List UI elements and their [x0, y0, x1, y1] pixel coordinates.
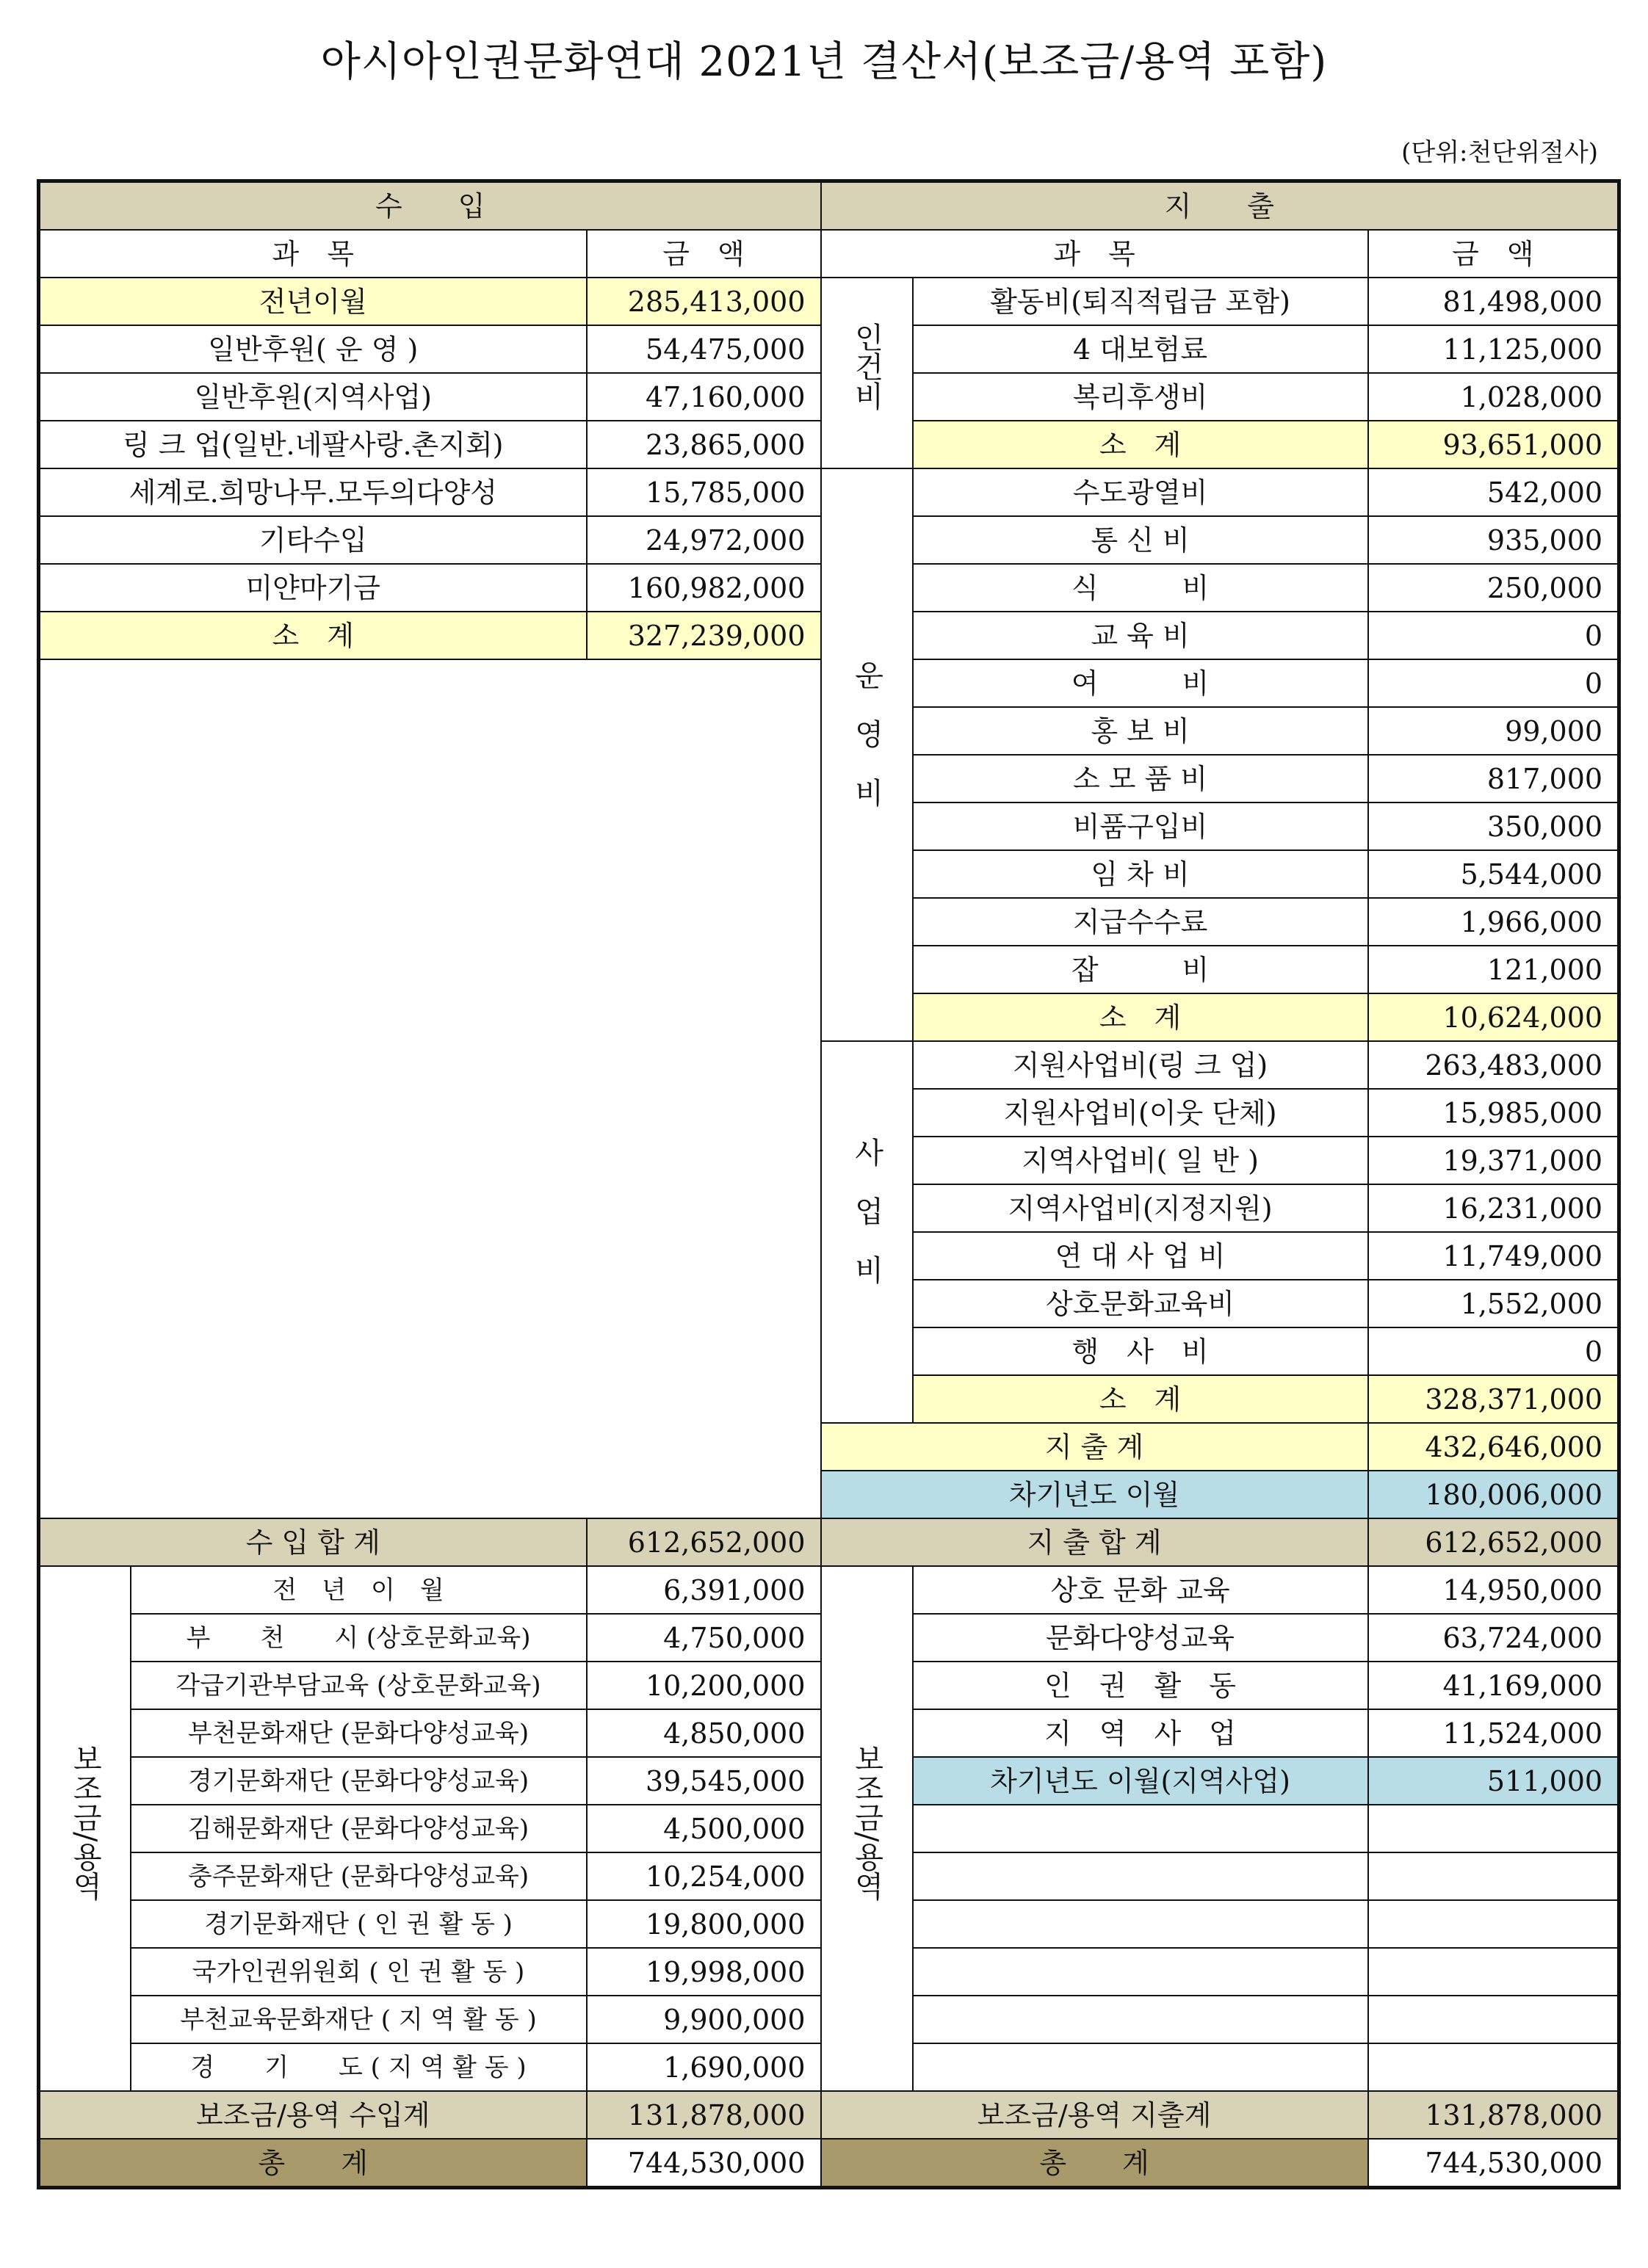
- empty-cell: [913, 1805, 1368, 1852]
- empty-cell: [1368, 1900, 1619, 1948]
- subsidy-income-label: 김해문화재단 (문화다양성교육): [131, 1805, 587, 1852]
- income-subject-header: 과 목: [39, 230, 587, 278]
- expense-label: 잡 비: [913, 946, 1368, 993]
- income-amount: 47,160,000: [587, 373, 821, 421]
- grand-total-expense-amount: 744,530,000: [1368, 2139, 1619, 2188]
- expense-amount: 16,231,000: [1368, 1184, 1619, 1232]
- income-sum-amount: 612,652,000: [587, 1518, 821, 1566]
- expense-amount: 350,000: [1368, 803, 1619, 850]
- subsidy-income-label: 전 년 이 월: [131, 1566, 587, 1614]
- expense-label: 연 대 사 업 비: [913, 1232, 1368, 1280]
- category-label: 인건비: [850, 322, 884, 410]
- subsidy-income-amount: 4,750,000: [587, 1614, 821, 1662]
- income-label: 링 크 업(일반.네팔사랑.촌지회): [39, 421, 587, 468]
- income-subtotal-label: 소 계: [39, 612, 587, 659]
- income-header: 수 입: [39, 181, 821, 231]
- category-label: 운영비: [850, 660, 884, 836]
- expense-label: 교 육 비: [913, 612, 1368, 659]
- expense-amount: 11,749,000: [1368, 1232, 1619, 1280]
- expense-label: 활동비(퇴직적립금 포함): [913, 278, 1368, 325]
- subsidy-expense-label: 문화다양성교육: [913, 1614, 1368, 1662]
- empty-cell: [913, 1852, 1368, 1900]
- subsidy-income-label: 부 천 시 (상호문화교육): [131, 1614, 587, 1662]
- expense-label: 4 대보험료: [913, 325, 1368, 373]
- expense-sum-amount: 612,652,000: [1368, 1518, 1619, 1566]
- subsidy-carry-over-label: 차기년도 이월(지역사업): [913, 1757, 1368, 1805]
- income-amount: 160,982,000: [587, 564, 821, 612]
- expense-total-amount: 432,646,000: [1368, 1423, 1619, 1471]
- subsidy-income-label: 경 기 도 ( 지 역 활 동 ): [131, 2043, 587, 2091]
- grand-total-expense-label: 총 계: [821, 2139, 1368, 2188]
- expense-label: 지원사업비(링 크 업): [913, 1041, 1368, 1089]
- subsidy-income-total-label: 보조금/용역 수입계: [39, 2091, 587, 2139]
- category-subsidy-income: [39, 1566, 131, 2091]
- expense-amount: 817,000: [1368, 755, 1619, 803]
- subsidy-income-amount: 4,850,000: [587, 1709, 821, 1757]
- subsidy-income-amount: 19,998,000: [587, 1948, 821, 1996]
- subsidy-income-label: 국가인권위원회 ( 인 권 활 동 ): [131, 1948, 587, 1996]
- document-title: 아시아인권문화연대 2021년 결산서(보조금/용역 포함): [320, 38, 1328, 86]
- subsidy-income-amount: 10,254,000: [587, 1852, 821, 1900]
- income-label: 일반후원(지역사업): [39, 373, 587, 421]
- grand-total-income-label: 총 계: [39, 2139, 587, 2188]
- income-label: 세계로.희망나무.모두의다양성: [39, 468, 587, 516]
- category-subsidy-expense: [821, 1566, 913, 2091]
- empty-cell: [1368, 2043, 1619, 2091]
- subsidy-income-label: 부천문화재단 (문화다양성교육): [131, 1709, 587, 1757]
- income-sum-label: 수 입 합 계: [39, 1518, 587, 1566]
- income-amount: 23,865,000: [587, 421, 821, 468]
- income-amount: 54,475,000: [587, 325, 821, 373]
- expense-label: 행 사 비: [913, 1327, 1368, 1375]
- category-personnel: [821, 278, 913, 468]
- subsidy-income-amount: 6,391,000: [587, 1566, 821, 1614]
- expense-label: 지급수수료: [913, 898, 1368, 946]
- category-project: [821, 1041, 913, 1423]
- subsidy-expense-amount: 41,169,000: [1368, 1662, 1619, 1709]
- expense-amount: 0: [1368, 612, 1619, 659]
- expense-label: 상호문화교육비: [913, 1280, 1368, 1327]
- income-subtotal-amount: 327,239,000: [587, 612, 821, 659]
- carry-over-label: 차기년도 이월: [821, 1471, 1368, 1518]
- subsidy-expense-total-amount: 131,878,000: [1368, 2091, 1619, 2139]
- subsidy-income-label: 각급기관부담교육 (상호문화교육): [131, 1662, 587, 1709]
- empty-cell: [1368, 1805, 1619, 1852]
- subsidy-income-label: 충주문화재단 (문화다양성교육): [131, 1852, 587, 1900]
- expense-sum-label: 지 출 합 계: [821, 1518, 1368, 1566]
- income-label: 일반후원( 운 영 ): [39, 325, 587, 373]
- expense-label: 임 차 비: [913, 850, 1368, 898]
- expense-label: 통 신 비: [913, 516, 1368, 564]
- expense-subtotal-label: 소 계: [913, 421, 1368, 468]
- expense-amount: 5,544,000: [1368, 850, 1619, 898]
- expense-label: 복리후생비: [913, 373, 1368, 421]
- expense-label: 여 비: [913, 659, 1368, 707]
- expense-amount: 935,000: [1368, 516, 1619, 564]
- expense-amount: 121,000: [1368, 946, 1619, 993]
- expense-amount: 542,000: [1368, 468, 1619, 516]
- category-label: 사업비: [850, 1137, 884, 1314]
- empty-cell: [913, 1948, 1368, 1996]
- subsidy-income-total-amount: 131,878,000: [587, 2091, 821, 2139]
- expense-subtotal-amount: 93,651,000: [1368, 421, 1619, 468]
- income-label: 기타수입: [39, 516, 587, 564]
- empty-cell: [913, 1900, 1368, 1948]
- income-blank-area: [39, 659, 821, 1518]
- income-amount-header: 금 액: [587, 230, 821, 278]
- expense-subject-header: 과 목: [821, 230, 1368, 278]
- expense-label: 지역사업비(지정지원): [913, 1184, 1368, 1232]
- expense-label: 지원사업비(이웃 단체): [913, 1089, 1368, 1137]
- subsidy-income-label: 경기문화재단 ( 인 권 활 동 ): [131, 1900, 587, 1948]
- category-label: 보조금/용역: [850, 1743, 884, 1901]
- empty-cell: [913, 1996, 1368, 2043]
- subsidy-income-amount: 39,545,000: [587, 1757, 821, 1805]
- subsidy-income-amount: 9,900,000: [587, 1996, 821, 2043]
- empty-cell: [913, 2043, 1368, 2091]
- expense-amount: 1,028,000: [1368, 373, 1619, 421]
- category-label: 보조금/용역: [68, 1743, 102, 1901]
- expense-amount: 1,966,000: [1368, 898, 1619, 946]
- subsidy-income-amount: 4,500,000: [587, 1805, 821, 1852]
- income-amount: 285,413,000: [587, 278, 821, 325]
- carry-over-amount: 180,006,000: [1368, 1471, 1619, 1518]
- expense-amount: 15,985,000: [1368, 1089, 1619, 1137]
- subsidy-expense-label: 지 역 사 업: [913, 1709, 1368, 1757]
- expense-amount: 81,498,000: [1368, 278, 1619, 325]
- expense-subtotal-label: 소 계: [913, 993, 1368, 1041]
- expense-amount: 250,000: [1368, 564, 1619, 612]
- expense-amount: 1,552,000: [1368, 1280, 1619, 1327]
- expense-label: 식 비: [913, 564, 1368, 612]
- expense-label: 수도광열비: [913, 468, 1368, 516]
- expense-amount: 19,371,000: [1368, 1137, 1619, 1184]
- subsidy-expense-amount: 14,950,000: [1368, 1566, 1619, 1614]
- budget-table: [37, 179, 1621, 2189]
- expense-amount: 0: [1368, 659, 1619, 707]
- expense-subtotal-amount: 10,624,000: [1368, 993, 1619, 1041]
- expense-subtotal-amount: 328,371,000: [1368, 1375, 1619, 1423]
- income-amount: 15,785,000: [587, 468, 821, 516]
- unit-note: (단위:천단위절사): [1401, 138, 1598, 167]
- expense-label: 소 모 품 비: [913, 755, 1368, 803]
- expense-amount: 11,125,000: [1368, 325, 1619, 373]
- subsidy-carry-over-amount: 511,000: [1368, 1757, 1619, 1805]
- subsidy-expense-total-label: 보조금/용역 지출계: [821, 2091, 1368, 2139]
- empty-cell: [1368, 1852, 1619, 1900]
- expense-total-label: 지 출 계: [821, 1423, 1368, 1471]
- expense-amount: 99,000: [1368, 707, 1619, 755]
- subsidy-income-label: 경기문화재단 (문화다양성교육): [131, 1757, 587, 1805]
- subsidy-expense-amount: 11,524,000: [1368, 1709, 1619, 1757]
- subsidy-income-amount: 19,800,000: [587, 1900, 821, 1948]
- empty-cell: [1368, 1948, 1619, 1996]
- subsidy-income-amount: 1,690,000: [587, 2043, 821, 2091]
- subsidy-income-amount: 10,200,000: [587, 1662, 821, 1709]
- category-operation: [821, 468, 913, 1041]
- income-amount: 24,972,000: [587, 516, 821, 564]
- expense-label: 비품구입비: [913, 803, 1368, 850]
- expense-label: 홍 보 비: [913, 707, 1368, 755]
- expense-header: 지 출: [821, 181, 1619, 231]
- empty-cell: [1368, 1996, 1619, 2043]
- subsidy-income-label: 부천교육문화재단 ( 지 역 활 동 ): [131, 1996, 587, 2043]
- expense-amount: 263,483,000: [1368, 1041, 1619, 1089]
- expense-label: 지역사업비( 일 반 ): [913, 1137, 1368, 1184]
- subsidy-expense-amount: 63,724,000: [1368, 1614, 1619, 1662]
- expense-amount-header: 금 액: [1368, 230, 1619, 278]
- expense-amount: 0: [1368, 1327, 1619, 1375]
- grand-total-income-amount: 744,530,000: [587, 2139, 821, 2188]
- income-label: 미얀마기금: [39, 564, 587, 612]
- subsidy-expense-label: 상호 문화 교육: [913, 1566, 1368, 1614]
- expense-subtotal-label: 소 계: [913, 1375, 1368, 1423]
- subsidy-expense-label: 인 권 활 동: [913, 1662, 1368, 1709]
- income-label: 전년이월: [39, 278, 587, 325]
